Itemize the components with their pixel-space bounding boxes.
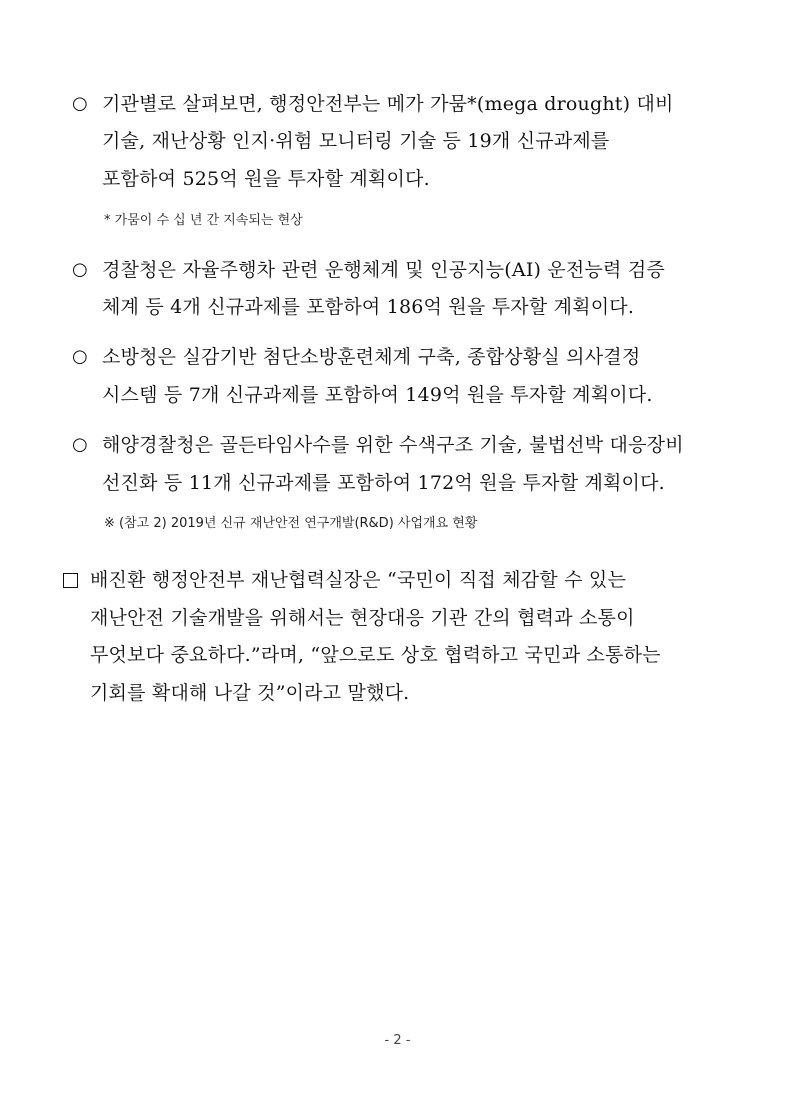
item-1-line-3: 포함하여 525억 원을 투자할 계획이다. xyxy=(102,168,430,190)
footnote-drought: * 가뭄이 수 십 년 간 지속되는 현상 xyxy=(104,213,303,228)
reference-note: ※ (참고 2) 2019년 신규 재난안전 연구개발(R&D) 사업개요 현황 xyxy=(104,516,478,531)
quote-line-4: 기회를 확대해 나갈 것”이라고 말했다. xyxy=(90,682,410,704)
circle-bullet-2: ○ xyxy=(72,259,88,280)
item-4-line-2: 선진화 등 11개 신규과제를 포함하여 172억 원을 투자할 계획이다. xyxy=(102,472,665,494)
circle-bullet-3: ○ xyxy=(72,346,88,367)
item-4-line-1: 해양경찰청은 골든타임사수를 위한 수색구조 기술, 불법선박 대응장비 xyxy=(102,434,684,456)
quote-line-2: 재난안전 기술개발을 위해서는 현장대응 기관 간의 협력과 소통이 xyxy=(90,607,635,629)
circle-bullet-4: ○ xyxy=(72,434,88,455)
item-1-line-1: 기관별로 살펴보면, 행정안전부는 메가 가뭄*(mega drought) 대비 xyxy=(102,93,674,115)
item-2-line-2: 체계 등 4개 신규과제를 포함하여 186억 원을 투자할 계획이다. xyxy=(102,296,635,318)
item-3-line-1: 소방청은 실감기반 첨단소방훈련체계 구축, 종합상황실 의사결정 xyxy=(102,346,641,368)
quote-line-3: 무엇보다 중요하다.”라며, “앞으로도 상호 협력하고 국민과 소통하는 xyxy=(90,644,661,666)
item-3-line-2: 시스템 등 7개 신규과제를 포함하여 149억 원을 투자할 계획이다. xyxy=(102,384,653,406)
item-2-line-1: 경찰청은 자율주행차 관련 운행체계 및 인공지능(AI) 운전능력 검증 xyxy=(102,259,665,281)
circle-bullet-1: ○ xyxy=(72,93,88,114)
square-bullet xyxy=(63,573,78,588)
quote-line-1: 배진환 행정안전부 재난협력실장은 “국민이 직접 체감할 수 있는 xyxy=(90,569,626,591)
item-1-line-2: 기술, 재난상황 인지·위험 모니터링 기술 등 19개 신규과제를 xyxy=(102,130,610,152)
page-number: - 2 - xyxy=(384,1033,411,1048)
